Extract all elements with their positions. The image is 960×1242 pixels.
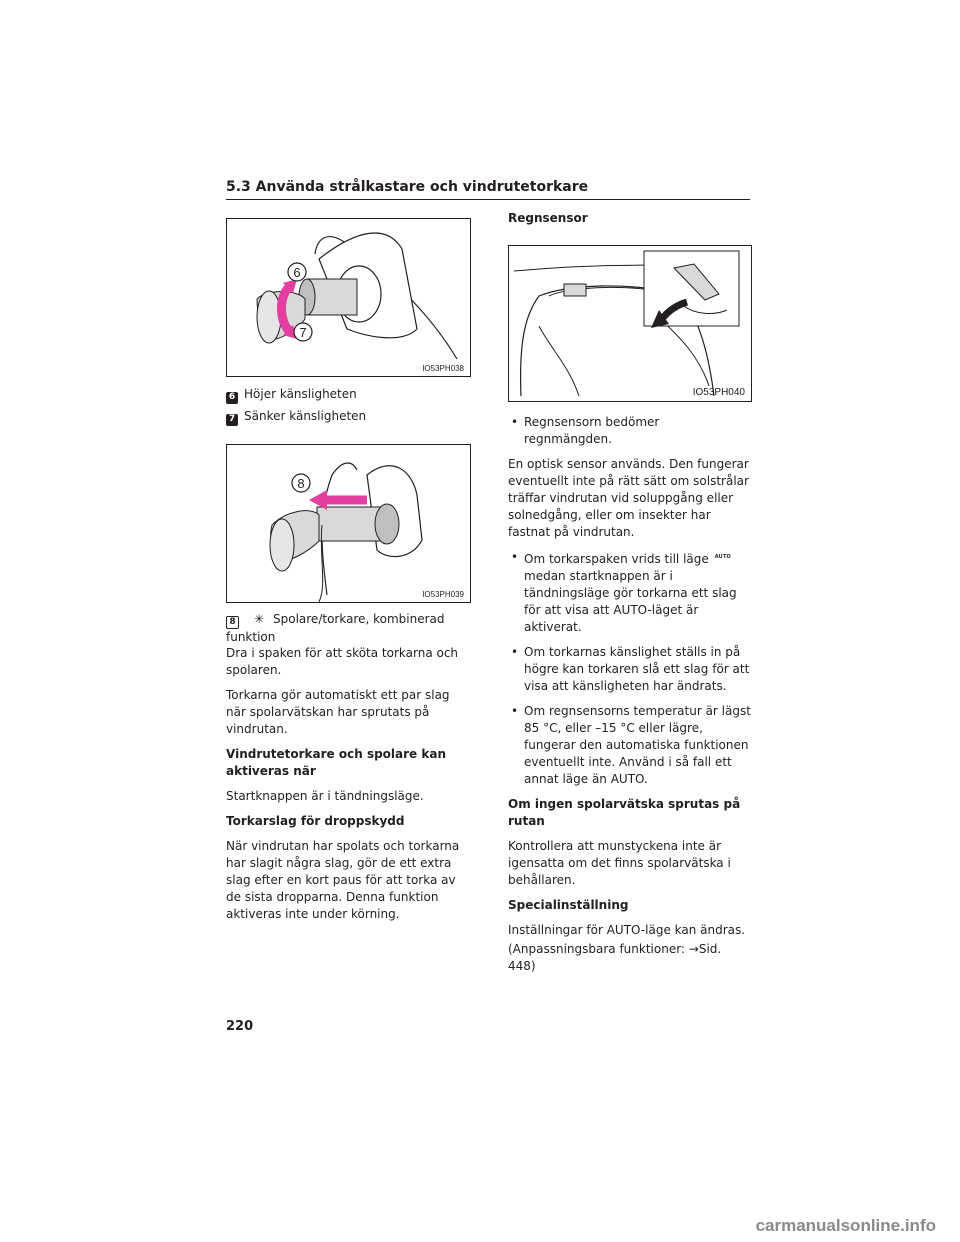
- right-column-body: [508, 414, 751, 983]
- legend-number: 6: [226, 392, 238, 404]
- paragraph: Inställningar för AUTO-läge kan ändras.: [508, 923, 746, 937]
- legend-7: [226, 408, 366, 426]
- legend-number: 7: [226, 414, 238, 426]
- figure-code: IO53PH040: [692, 387, 745, 398]
- paragraph: Dra i spaken för att sköta torkarna och spolaren.: [226, 646, 459, 677]
- legend-text: Spolare/torkare, kombinerad funktion: [226, 612, 445, 644]
- paragraph: En optisk sensor används. Den fungerar eventuellt inte på rätt sätt om solstrålar träffar vindrutan vid soluppgång eller solnedgång, eller om insekter har fastnat på vindrutan.: [508, 457, 749, 539]
- figure-sensitivity-dial: [226, 218, 471, 377]
- washer-lever-illustration: [227, 445, 470, 602]
- callout-6: 6: [293, 265, 301, 280]
- subheading: Om ingen spolarvätska sprutas på rutan: [508, 797, 741, 828]
- legend-8: [226, 611, 466, 646]
- bullet-item: [508, 549, 751, 636]
- paragraph: Kontrollera att munstyckena inte är igensatta om det finns spolarvätska i behållaren.: [508, 839, 731, 887]
- legend-number: 8: [226, 616, 239, 629]
- bullet-item: • Om regnsensorns temperatur är lägst 85 °C, eller –15 °C eller lägre, fungerar den automatiska funktionen eventuellt inte. Använd i så fall ett annat läge än AUTO.: [508, 703, 751, 788]
- subheading: Specialinställning: [508, 898, 629, 912]
- legend-text: Sänker känsligheten: [244, 409, 367, 423]
- section-header: 5.3 Använda strålkastare och vindrutetorkare: [226, 179, 589, 195]
- callout-7: 7: [299, 325, 307, 340]
- page-number: 220: [226, 1019, 254, 1034]
- bullet-text: medan startknappen är i tändningsläge gör torkarna ett slag för att visa att AUTO-läget är aktiverat.: [524, 569, 737, 634]
- bullet-item: • Om torkarnas känslighet ställs in på högre kan torkaren slå ett slag för att visa att känsligheten har ändrats.: [508, 644, 751, 695]
- subheading: Torkarslag för droppskydd: [226, 814, 405, 828]
- subheading: Regnsensor: [508, 211, 588, 225]
- rain-sensor-heading-block: [508, 210, 751, 235]
- sensitivity-dial-illustration: [227, 219, 470, 376]
- figure-code: IO53PH039: [422, 590, 464, 599]
- subheading: Vindrutetorkare och spolare kan aktiveras när: [226, 747, 446, 778]
- left-column-body: [226, 645, 469, 931]
- header-divider: [226, 199, 750, 200]
- paragraph: Startknappen är i tändningsläge.: [226, 789, 424, 803]
- callout-8: 8: [297, 476, 305, 491]
- figure-rain-sensor: [508, 245, 752, 402]
- figure-washer-lever: [226, 444, 471, 603]
- legend-text: Höjer känsligheten: [244, 387, 357, 401]
- rain-sensor-illustration: [509, 246, 751, 401]
- auto-mode-icon: AUTO: [714, 554, 732, 560]
- bullet-text: Om torkarspaken vrids till läge: [524, 552, 709, 566]
- paragraph: När vindrutan har spolats och torkarna har slagit några slag, gör de ett extra slag efter en kort paus för att torka av de sista dropparna. Denna funktion aktiveras inte under körning.: [226, 839, 460, 921]
- washer-icon: ✳: [253, 612, 265, 626]
- paragraph: Torkarna gör automatiskt ett par slag när spolarvätskan har sprutats på vindrutan.: [226, 688, 450, 736]
- figure-code: IO53PH038: [422, 364, 464, 373]
- watermark: carmanualsonline.info: [755, 1216, 936, 1235]
- legend-6: [226, 386, 357, 404]
- bullet-item: • Regnsensorn bedömer regnmängden.: [508, 414, 751, 448]
- paragraph: (Anpassningsbara funktioner: →Sid. 448): [508, 942, 722, 973]
